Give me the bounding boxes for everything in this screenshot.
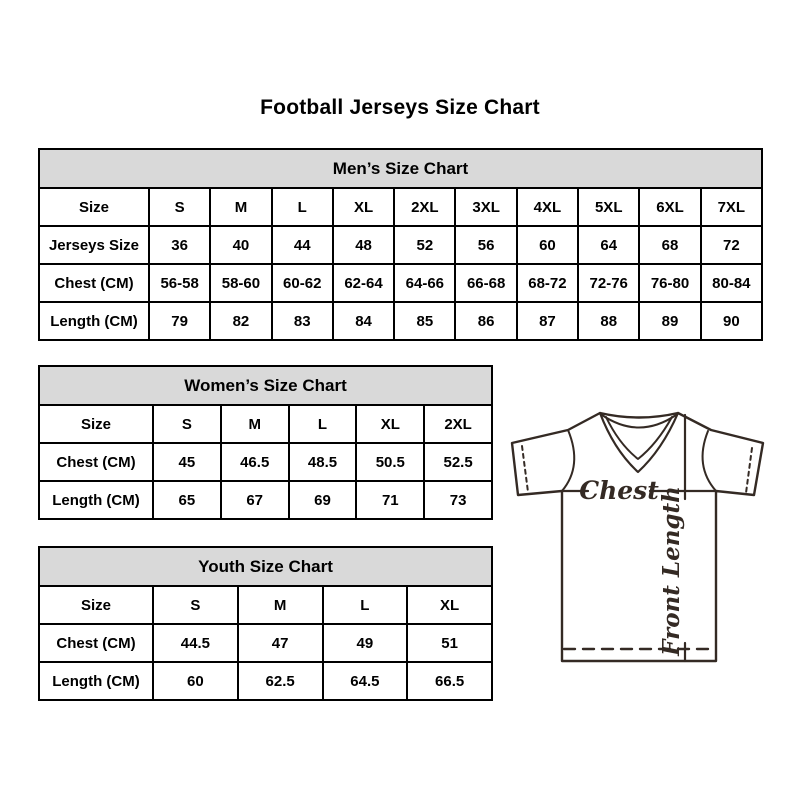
row-header-cell: Jerseys Size [39,226,149,264]
value-cell: 72 [701,226,762,264]
jersey-outline [512,413,763,661]
value-cell: 68 [639,226,700,264]
value-cell: 36 [149,226,210,264]
value-cell: 76-80 [639,264,700,302]
value-cell: 7XL [701,188,762,226]
row-header-cell: Size [39,188,149,226]
value-cell: 72-76 [578,264,639,302]
value-cell: 2XL [424,405,492,443]
value-cell: XL [407,586,492,624]
value-cell: 64.5 [323,662,408,700]
jersey-illustration [502,396,782,696]
value-cell: 49 [323,624,408,662]
value-cell: XL [333,188,394,226]
value-cell: 47 [238,624,323,662]
value-cell: 62-64 [333,264,394,302]
table-title-row [39,366,492,405]
value-cell: 60-62 [272,264,333,302]
value-cell: 88 [578,302,639,340]
value-cell: 2XL [394,188,455,226]
value-cell: 79 [149,302,210,340]
value-cell: 66.5 [407,662,492,700]
table-title: Men’s Size Chart [39,149,762,188]
value-cell: 45 [153,443,221,481]
value-cell: M [238,586,323,624]
value-cell: 90 [701,302,762,340]
row-header-cell: Size [39,405,153,443]
value-cell: 86 [455,302,516,340]
womens-size-table [38,365,493,520]
value-cell: S [153,405,221,443]
table-title: Women’s Size Chart [39,366,492,405]
value-cell: 67 [221,481,289,519]
youth-size-table [38,546,493,701]
table-row [39,443,492,481]
table-title-row [39,547,492,586]
value-cell: 69 [289,481,357,519]
value-cell: 65 [153,481,221,519]
row-header-cell: Length (CM) [39,302,149,340]
row-header-cell: Length (CM) [39,481,153,519]
table-row [39,405,492,443]
value-cell: 4XL [517,188,578,226]
table-row [39,226,762,264]
value-cell: 62.5 [238,662,323,700]
value-cell: 56-58 [149,264,210,302]
value-cell: 73 [424,481,492,519]
value-cell: 51 [407,624,492,662]
table-row [39,624,492,662]
value-cell: 68-72 [517,264,578,302]
value-cell: 50.5 [356,443,424,481]
value-cell: 44 [272,226,333,264]
value-cell: S [153,586,238,624]
row-header-cell: Chest (CM) [39,624,153,662]
value-cell: 89 [639,302,700,340]
value-cell: 52 [394,226,455,264]
value-cell: 71 [356,481,424,519]
row-header-cell: Chest (CM) [39,443,153,481]
table-row [39,481,492,519]
table-row [39,586,492,624]
table-title-row [39,149,762,188]
value-cell: 60 [153,662,238,700]
table-row [39,188,762,226]
value-cell: 60 [517,226,578,264]
value-cell: 58-60 [210,264,271,302]
table-title: Youth Size Chart [39,547,492,586]
value-cell: 56 [455,226,516,264]
value-cell: 44.5 [153,624,238,662]
value-cell: 66-68 [455,264,516,302]
value-cell: 84 [333,302,394,340]
page-title: Football Jerseys Size Chart [260,96,540,119]
table-row [39,302,762,340]
value-cell: 80-84 [701,264,762,302]
front-length-label: Front Length [658,486,685,656]
value-cell: 3XL [455,188,516,226]
value-cell: 64-66 [394,264,455,302]
jersey-measurement-diagram [502,396,782,696]
value-cell: S [149,188,210,226]
value-cell: 82 [210,302,271,340]
value-cell: 64 [578,226,639,264]
value-cell: 85 [394,302,455,340]
value-cell: M [210,188,271,226]
value-cell: 52.5 [424,443,492,481]
value-cell: 46.5 [221,443,289,481]
value-cell: 40 [210,226,271,264]
value-cell: 87 [517,302,578,340]
value-cell: 48 [333,226,394,264]
value-cell: L [323,586,408,624]
value-cell: 48.5 [289,443,357,481]
mens-size-table [38,148,763,341]
value-cell: L [289,405,357,443]
value-cell: XL [356,405,424,443]
chest-label: Chest [579,476,659,505]
value-cell: M [221,405,289,443]
value-cell: 6XL [639,188,700,226]
value-cell: L [272,188,333,226]
row-header-cell: Size [39,586,153,624]
table-row [39,662,492,700]
table-row [39,264,762,302]
row-header-cell: Length (CM) [39,662,153,700]
row-header-cell: Chest (CM) [39,264,149,302]
value-cell: 5XL [578,188,639,226]
value-cell: 83 [272,302,333,340]
